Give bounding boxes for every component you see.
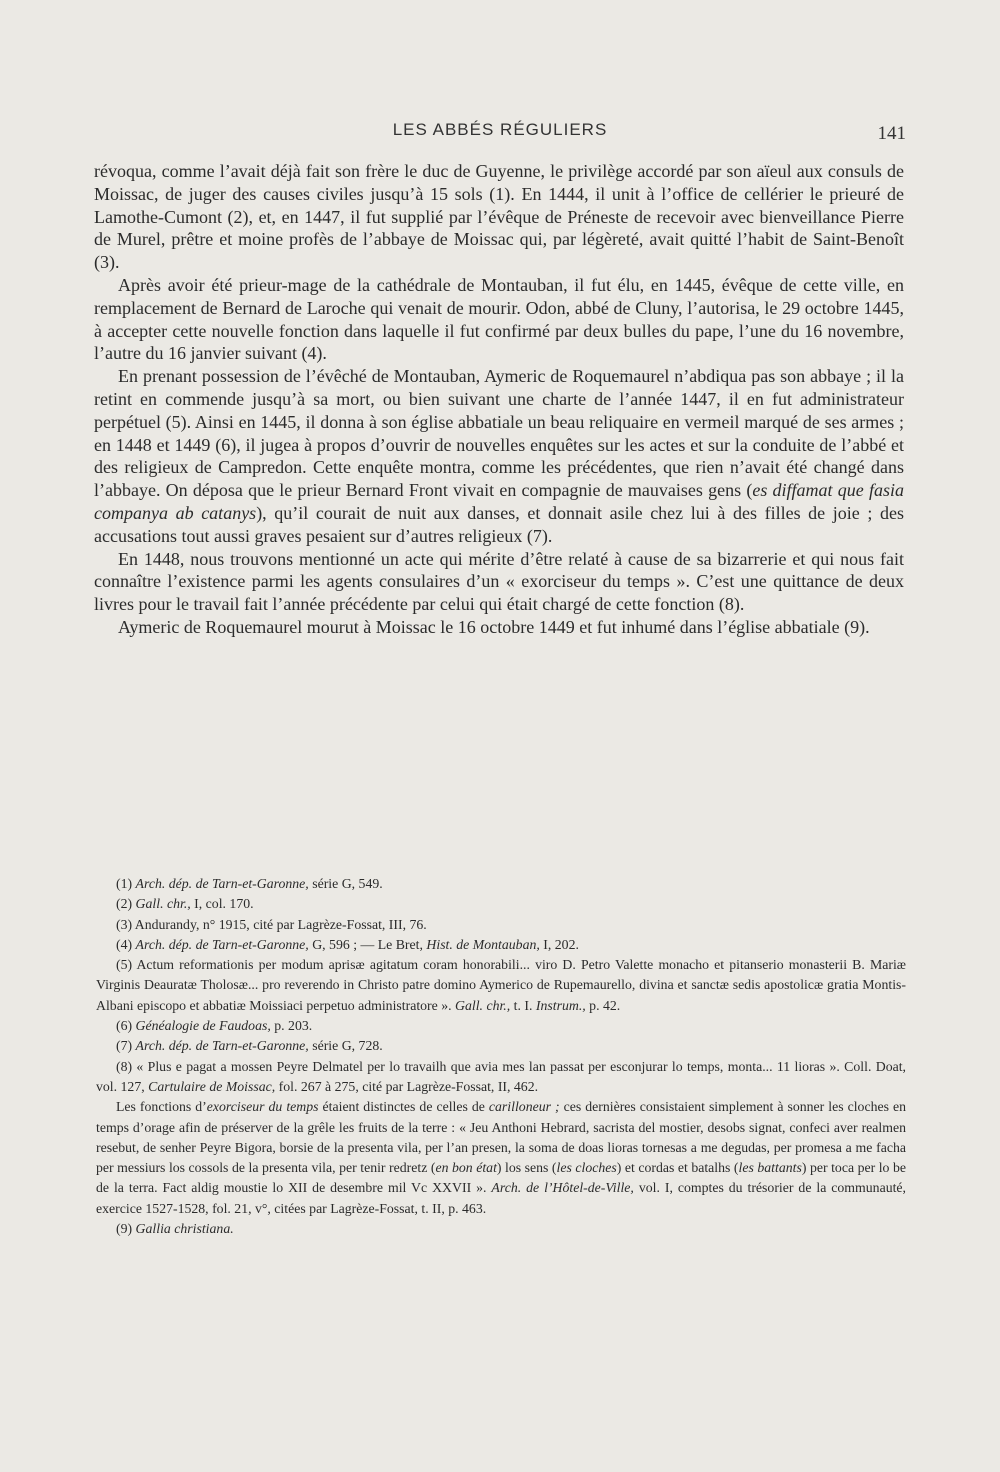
footnote-source: Arch. dép. de Tarn-et-Garonne, bbox=[135, 936, 309, 952]
footnote-text: fol. 267 à 275, cité par Lagrèze-Fossat, II, 462. bbox=[275, 1078, 539, 1094]
footnote-source: Gall. chr., bbox=[455, 997, 511, 1013]
footnote-2 bbox=[96, 894, 906, 914]
footnote-source: Cartulaire de Moissac, bbox=[148, 1078, 276, 1094]
footnote-text: ces dernières consistaient simplement à sonner les cloches en temps d’orage afin de préserver de la grêle les fruits de la terre : « Jeu Anthoni Hebrard, sacrista del mostier, desobs signat, confeci aver realmen resebut, de senher Peyre Bigora, borsie de la presenta vila, per l’an presen, la soma de doas lioras tornesas a me degudas, per promesa a me facha per messiurs los cossols de la presenta vila, per tenir redretz ( bbox=[96, 1099, 906, 1176]
paragraph-3 bbox=[94, 365, 904, 547]
footnote-7 bbox=[96, 1036, 906, 1056]
footnotes bbox=[96, 874, 906, 1239]
footnote-1 bbox=[96, 874, 906, 894]
paragraph-5: Aymeric de Roquemaurel mourut à Moissac le 16 octobre 1449 et fut inhumé dans l’église abbatiale (9). bbox=[118, 616, 870, 637]
footnote-source: Généalogie de Faudoas, bbox=[135, 1018, 271, 1034]
footnote-number: (9) bbox=[116, 1221, 136, 1237]
footnote-source: Gallia christiana. bbox=[135, 1221, 234, 1237]
footnote-emphasis: les cloches bbox=[556, 1160, 617, 1176]
footnote-text: ) per toca per lo be de la terra. Fact aldig moustie lo XII de desembre mil Vc XXVII ». bbox=[96, 1160, 906, 1196]
footnote-text: I, 202. bbox=[539, 936, 579, 952]
running-title: LES ABBÉS RÉGULIERS bbox=[392, 120, 608, 139]
footnote-3: (3) Andurandy, n° 1915, cité par Lagrèze-Fossat, III, 76. bbox=[116, 916, 427, 932]
footnote-number: (6) bbox=[116, 1018, 136, 1034]
footnote-9 bbox=[96, 1219, 906, 1239]
footnote-text: vol. I, comptes du trésorier de la communauté, exercice 1527-1528, fol. 21, v°, citées par Lagrèze-Fossat, t. II, p. 463. bbox=[96, 1180, 907, 1216]
footnote-source: Arch. dép. de Tarn-et-Garonne, bbox=[135, 876, 309, 891]
footnote-text: p. 203. bbox=[270, 1018, 313, 1034]
footnote-text: p. 42. bbox=[585, 997, 621, 1013]
paragraph-3-part-b: ), qu’il courait de nuit aux danses, et donnait asile chez lui à des filles de joie ; des accusations tout aussi graves pesaient sur d’autres religieux (7). bbox=[94, 502, 904, 546]
footnote-text: (5) Actum reformationis per modum aprisæ agitatum coram honorabili... viro D. Petro Valette monacho et pitanserio monasterii B. Mariæ Virginis Deauratæ Tholosæ... pro reverendo in Christo patre domino Aymerico de Rupemaurello, divina et sanctæ sedis apostolicæ gratia Montis-Albani episcopo et abbatiæ Moissiaci perpetuo administratore ». bbox=[96, 957, 906, 1013]
footnote-emphasis: carilloneur ; bbox=[488, 1099, 560, 1115]
paragraph-2: Après avoir été prieur-mage de la cathédrale de Montauban, il fut élu, en 1445, évêque de cette ville, en remplacement de Bernard de Laroche qui venait de mourir. Odon, abbé de Cluny, l’autorisa, le 29 octobre 1445, à accepter cette nouvelle fonction dans laquelle il fut confirmé par deux bulles du pape, l’une du 16 novembre, l’autre du 16 janvier suivant (4). bbox=[94, 274, 904, 364]
footnote-text: I, col. 170. bbox=[190, 896, 254, 912]
paragraph-4: En 1448, nous trouvons mentionné un acte qui mérite d’être relaté à cause de sa bizarrerie et qui nous fait connaître l’existence parmi les agents consulaires d’un « exorciseur du temps ». C’est une quittance de deux livres pour le travail fait l’année précédente par celui qui était chargé de cette fonction (8). bbox=[94, 548, 904, 615]
footnote-6 bbox=[96, 1016, 906, 1036]
footnote-emphasis: exorciseur du temps bbox=[206, 1099, 319, 1115]
footnote-5 bbox=[96, 955, 906, 1016]
footnote-8-continued bbox=[96, 1097, 906, 1219]
footnote-number: (2) bbox=[116, 896, 136, 912]
paragraph-3-quote: es diffamat que fasia companya ab catanys bbox=[94, 480, 904, 523]
footnote-8 bbox=[96, 1057, 906, 1098]
footnote-source: Arch. dép. de Tarn-et-Garonne, bbox=[135, 1038, 309, 1054]
footnote-4 bbox=[96, 935, 906, 955]
footnote-number: (4) bbox=[116, 936, 136, 952]
main-text bbox=[94, 160, 904, 639]
page-number: 141 bbox=[877, 123, 906, 144]
footnote-text: ) los sens ( bbox=[496, 1160, 557, 1176]
footnote-text: ) et cordas et batalhs ( bbox=[616, 1160, 739, 1176]
footnote-emphasis: les battants bbox=[738, 1160, 802, 1176]
footnote-source: Hist. de Montauban, bbox=[426, 936, 540, 952]
footnote-text: série G, 549. bbox=[308, 876, 383, 891]
footnote-emphasis: en bon état bbox=[435, 1160, 497, 1176]
footnote-number: (1) bbox=[116, 876, 136, 891]
paragraph-3-part-a: En prenant possession de l’évêché de Montauban, Aymeric de Roquemaurel n’abdiqua pas son abbaye ; il la retint en commende jusqu’à sa mort, ou bien suivant une charte de l’année 1447, il en fut administrateur perpétuel (5). Ainsi en 1445, il donna à son église abbatiale un beau reliquaire en vermeil marqué de ses armes ; en 1448 et 1449 (6), il jugea à propos d’ouvrir de nouvelles enquêtes sur les actes et sur la conduite de l’abbé et des religieux de Campredon. Cette enquête montra, comme les précédentes, que rien n’avait été changé dans l’abbaye. On déposa que le prieur Bernard Front vivait en compagnie de mauvaises gens ( bbox=[94, 366, 904, 501]
footnote-text: série G, 728. bbox=[308, 1038, 383, 1054]
page-header bbox=[94, 120, 906, 150]
footnote-text: Les fonctions d’ bbox=[116, 1099, 207, 1115]
footnote-text: (8) « Plus e pagat a mossen Peyre Delmatel per lo travailh que avia mes lan passat per esconjurar lo temps, monta... 11 lioras ». Coll. Doat, vol. 127, bbox=[96, 1058, 906, 1094]
footnote-text: G, 596 ; — Le Bret, bbox=[308, 936, 427, 952]
footnote-source: Arch. de l’Hôtel-de-Ville, bbox=[491, 1180, 634, 1196]
footnote-text: étaient distinctes de celles de bbox=[318, 1099, 489, 1115]
paragraph-1: révoqua, comme l’avait déjà fait son frère le duc de Guyenne, le privilège accordé par son aïeul aux consuls de Moissac, de juger des causes civiles jusqu’à 15 sols (1). En 1444, il unit à l’office de cellérier le prieuré de Lamothe-Cumont (2), et, en 1447, il fut supplié par l’évêque de Préneste de recevoir avec bienveillance Pierre de Murel, prêtre et moine profès de l’abbaye de Moissac qui, par légèreté, avait quitté l’habit de Saint-Benoît (3). bbox=[94, 161, 904, 273]
footnote-text: t. I. bbox=[510, 997, 536, 1013]
footnote-source: Instrum., bbox=[535, 997, 586, 1013]
footnote-source: Gall. chr., bbox=[135, 896, 191, 912]
footnote-number: (7) bbox=[116, 1038, 136, 1054]
